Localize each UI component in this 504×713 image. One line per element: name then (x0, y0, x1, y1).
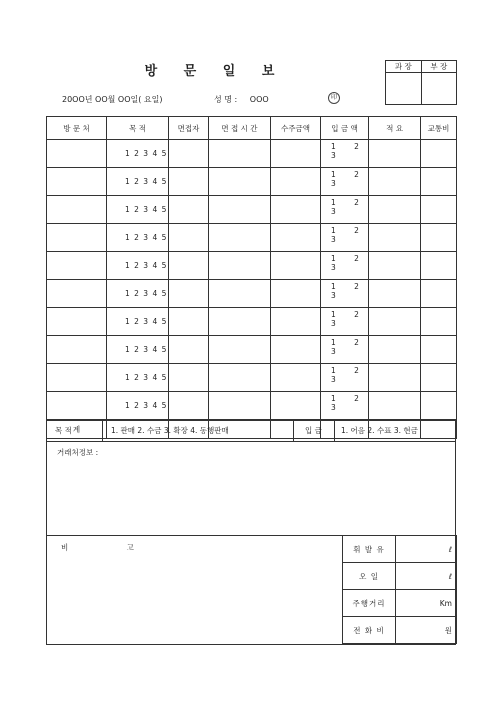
table-cell[interactable]: 1 2 3 (321, 196, 369, 224)
table-cell[interactable] (169, 280, 209, 308)
table-cell[interactable]: 1 2 3 (321, 224, 369, 252)
table-cell[interactable]: 1 2 3 4 5 (107, 252, 169, 280)
table-cell[interactable]: 1 2 3 (321, 308, 369, 336)
table-cell[interactable] (369, 280, 421, 308)
table-cell[interactable] (369, 196, 421, 224)
table-cell[interactable]: 1 2 3 (321, 168, 369, 196)
table-cell[interactable]: 1 2 3 (321, 280, 369, 308)
table-cell[interactable]: 1 2 3 (321, 140, 369, 168)
table-cell[interactable] (421, 224, 457, 252)
approval-director-sign[interactable] (421, 73, 457, 105)
table-cell[interactable]: 1 2 3 (321, 364, 369, 392)
table-row (47, 140, 457, 168)
table-cell[interactable] (209, 252, 271, 280)
table-cell[interactable] (209, 196, 271, 224)
table-cell[interactable] (369, 308, 421, 336)
table-cell[interactable] (169, 140, 209, 168)
client-info-label: 거래처정보 : (57, 448, 99, 457)
table-cell[interactable]: 1 2 3 4 5 (107, 168, 169, 196)
col-interview-time: 면 접 시 간 (209, 117, 271, 140)
table-cell[interactable] (169, 308, 209, 336)
table-cell[interactable] (47, 224, 107, 252)
expense-value-gasoline[interactable]: ℓ (396, 536, 457, 563)
table-cell[interactable] (209, 140, 271, 168)
legend-row (46, 420, 456, 442)
table-cell[interactable] (209, 336, 271, 364)
table-cell[interactable] (169, 364, 209, 392)
table-cell[interactable] (209, 364, 271, 392)
expense-label: 오 일 (343, 563, 396, 590)
expense-label: 전 화 비 (343, 617, 396, 644)
table-cell[interactable] (271, 392, 321, 420)
table-row (47, 168, 457, 196)
table-cell[interactable] (271, 196, 321, 224)
table-cell[interactable] (369, 224, 421, 252)
table-cell[interactable]: 1 2 3 4 5 (107, 308, 169, 336)
approval-box (385, 60, 457, 105)
approval-manager-sign[interactable] (386, 73, 422, 105)
table-cell[interactable] (169, 336, 209, 364)
table-header (47, 117, 457, 140)
form-title: 방 문 일 보 (144, 64, 286, 79)
table-cell[interactable] (271, 308, 321, 336)
col-purpose: 목 적 (107, 117, 169, 140)
expense-table (342, 535, 457, 644)
table-cell[interactable] (209, 280, 271, 308)
expense-row (343, 617, 457, 644)
table-cell[interactable] (209, 224, 271, 252)
table-cell[interactable] (369, 168, 421, 196)
table-cell[interactable] (421, 336, 457, 364)
table-cell[interactable] (209, 308, 271, 336)
table-cell[interactable] (369, 392, 421, 420)
table-cell[interactable] (271, 336, 321, 364)
table-cell[interactable] (421, 392, 457, 420)
table-cell[interactable] (369, 336, 421, 364)
table-cell[interactable] (421, 280, 457, 308)
divider (293, 421, 294, 441)
table-row (47, 224, 457, 252)
table-cell[interactable] (47, 168, 107, 196)
expense-value-phone[interactable]: 원 (396, 617, 457, 644)
table-cell[interactable] (271, 364, 321, 392)
expense-value-oil[interactable]: ℓ (396, 563, 457, 590)
table-cell[interactable] (271, 252, 321, 280)
table-cell[interactable] (369, 140, 421, 168)
table-cell[interactable] (421, 308, 457, 336)
divider (102, 421, 103, 441)
table-cell[interactable] (169, 252, 209, 280)
table-cell[interactable]: 1 2 3 4 5 (107, 392, 169, 420)
table-cell[interactable]: 1 2 3 4 5 (107, 280, 169, 308)
table-cell[interactable] (369, 252, 421, 280)
table-cell[interactable] (421, 168, 457, 196)
col-order-amount: 수주금액 (271, 117, 321, 140)
table-row (47, 308, 457, 336)
name-value: OOO (249, 95, 269, 104)
table-cell[interactable]: 1 2 3 4 5 (107, 196, 169, 224)
table-cell[interactable] (169, 224, 209, 252)
expense-value-mileage[interactable]: Km (396, 590, 457, 617)
table-cell[interactable] (47, 140, 107, 168)
name-line (214, 94, 269, 105)
table-cell[interactable]: 1 2 3 4 5 (107, 364, 169, 392)
expense-row (343, 590, 457, 617)
seal-icon: 印 (328, 92, 340, 104)
table-cell[interactable] (47, 280, 107, 308)
date-line: 20OO년 OO월 OO일( 요일) (62, 95, 163, 104)
table-row (47, 336, 457, 364)
table-cell[interactable] (421, 252, 457, 280)
table-cell[interactable] (47, 252, 107, 280)
expense-row (343, 563, 457, 590)
col-deposit-amount: 입 금 액 (321, 117, 369, 140)
approval-manager-label: 과 장 (386, 61, 422, 73)
legend-purpose-label: 목 적 (55, 426, 72, 435)
table-cell[interactable] (209, 392, 271, 420)
expense-row (343, 536, 457, 563)
expense-label: 주행거리 (343, 590, 396, 617)
table-cell[interactable] (47, 196, 107, 224)
table-cell[interactable] (271, 224, 321, 252)
table-cell[interactable]: 1 2 3 (321, 392, 369, 420)
legend-purpose-options: 1. 판매 2. 수금 3. 확장 4. 동행판매 (111, 426, 229, 435)
col-visit-place: 방 문 처 (47, 117, 107, 140)
legend-deposit-label: 입 금 (305, 426, 322, 435)
table-cell[interactable] (209, 168, 271, 196)
divider (334, 421, 335, 441)
col-interviewee: 면접자 (169, 117, 209, 140)
table-cell[interactable]: 1 2 3 4 5 (107, 336, 169, 364)
col-transport-cost: 교통비 (421, 117, 457, 140)
table-row (47, 280, 457, 308)
remarks-label: 비 고 (61, 543, 162, 552)
table-row (47, 364, 457, 392)
total-label: 계 (47, 420, 107, 439)
table-cell[interactable] (421, 140, 457, 168)
table-cell[interactable]: 1 2 3 (321, 252, 369, 280)
table-cell[interactable] (47, 364, 107, 392)
table-cell[interactable] (271, 280, 321, 308)
table-row (47, 252, 457, 280)
table-cell[interactable]: 1 2 3 4 5 (107, 224, 169, 252)
table-cell[interactable] (271, 140, 321, 168)
table-cell[interactable] (369, 364, 421, 392)
approval-director-label: 부 장 (421, 61, 457, 73)
expense-label: 휘 발 유 (343, 536, 396, 563)
client-info-box[interactable] (46, 441, 456, 536)
table-cell[interactable] (169, 392, 209, 420)
table-cell[interactable] (47, 336, 107, 364)
table-cell[interactable] (421, 196, 457, 224)
table-cell[interactable]: 1 2 3 4 5 (107, 140, 169, 168)
visit-table (46, 116, 457, 439)
table-cell[interactable] (271, 168, 321, 196)
name-label: 성 명 : (214, 95, 238, 104)
table-cell[interactable] (169, 196, 209, 224)
table-cell[interactable]: 1 2 3 (321, 336, 369, 364)
table-row (47, 196, 457, 224)
table-cell[interactable] (169, 168, 209, 196)
table-cell[interactable] (421, 364, 457, 392)
table-cell[interactable] (47, 392, 107, 420)
legend-deposit-options: 1. 어음 2. 수표 3. 현금 (341, 426, 418, 435)
remarks-box[interactable] (46, 535, 456, 645)
table-cell[interactable] (47, 308, 107, 336)
col-summary: 적 요 (369, 117, 421, 140)
table-row (47, 392, 457, 420)
